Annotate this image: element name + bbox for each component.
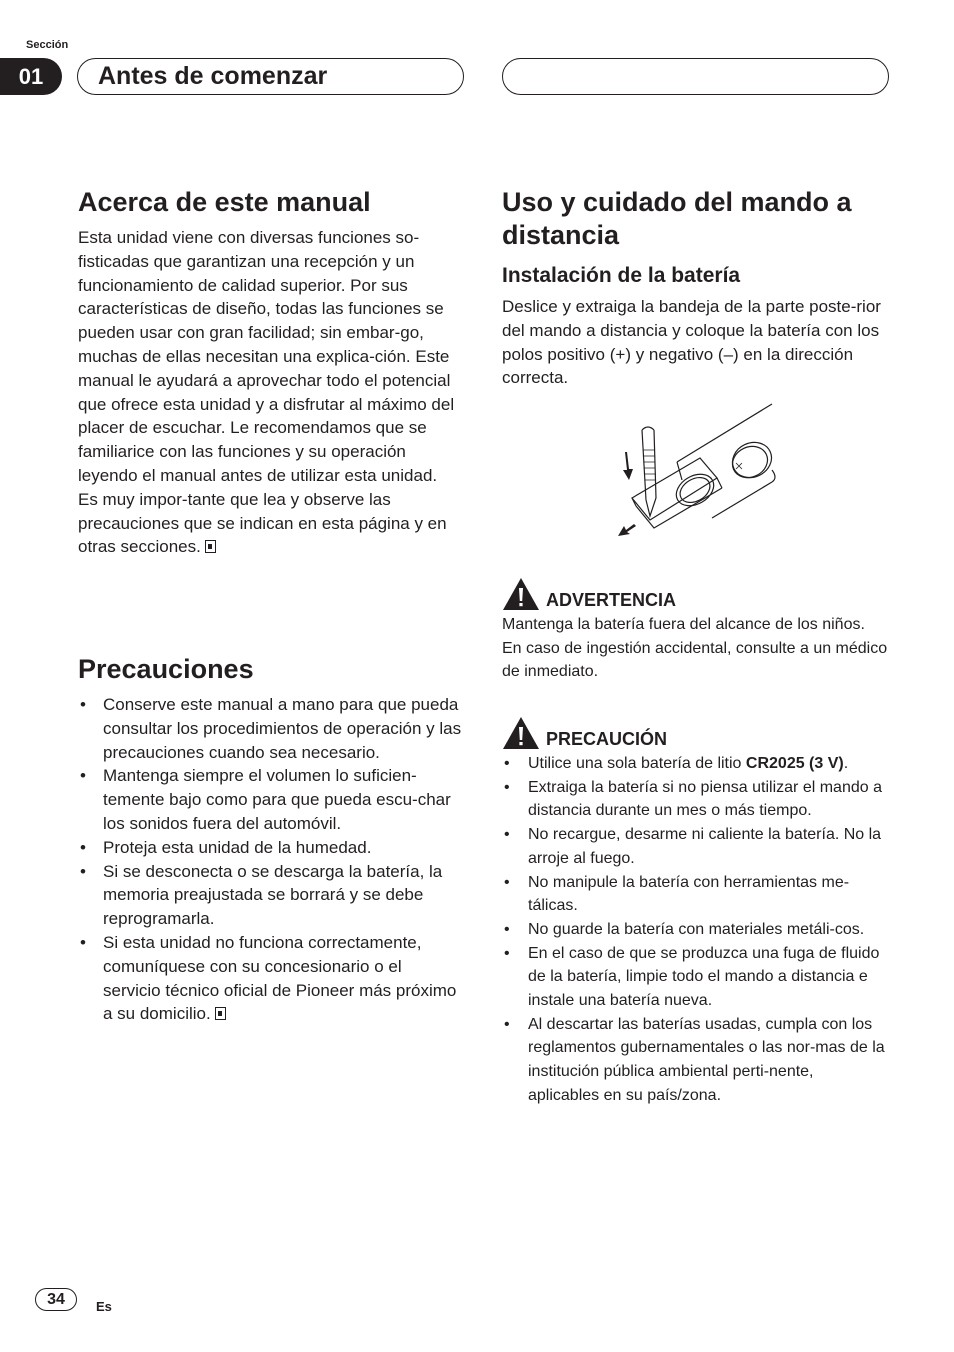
- about-section: [78, 186, 462, 559]
- section-number-badge: 01: [0, 58, 62, 95]
- list-item: [78, 931, 462, 1026]
- page-number: 34: [35, 1288, 77, 1311]
- section-title: Antes de comenzar: [98, 62, 328, 90]
- caution-title: PRECAUCIÓN: [546, 729, 668, 749]
- warning-triangle-icon: [502, 716, 540, 750]
- caution-block: [502, 716, 886, 1108]
- precautions-heading: Precauciones: [78, 654, 254, 684]
- battery-subheading: Instalación de la batería: [502, 264, 741, 287]
- precautions-section: [78, 653, 462, 1026]
- warning-header: [502, 577, 886, 611]
- battery-installation-illustration: [612, 400, 782, 542]
- list-item: • No recargue, desarme ni caliente la batería. No la arroje al fuego.: [502, 823, 888, 870]
- about-paragraph: [78, 226, 460, 559]
- language-code: Es: [96, 1299, 112, 1314]
- about-text: Esta unidad viene con diversas funciones so-fisticadas que garantizan una recepción y un funcionamiento de calidad superior. Por sus características de diseño, todas las funciones se pueden usar con gran facilidad; sin embar-go, muchas de ellas necesitan una explica-ción. Este manual le ayudará a aprovechar todo el potencial que ofrece esta unidad y a disfrutar al máximo del placer de escuchar. Le recomendamos que se familiarice con las funciones y su operación leyendo el manual antes de utilizar esta unidad. Es muy impor-tante que lea y observe las precauciones que se indican en esta página y en otras secciones.: [78, 228, 455, 557]
- list-item: • Mantenga siempre el volumen lo suficien-temente bajo como para que pueda escu-char los sonidos fuera del automóvil.: [78, 764, 462, 835]
- end-of-section-icon: [215, 1007, 226, 1020]
- end-of-section-icon: [205, 540, 216, 553]
- section-label: Sección: [26, 39, 69, 51]
- list-item-suffix: .: [843, 755, 849, 772]
- warning-triangle-icon: [502, 577, 540, 611]
- list-item: • Conserve este manual a mano para que pueda consultar los procedimientos de operación y las precauciones cuando sea necesario.: [78, 693, 462, 764]
- list-item: [502, 752, 888, 776]
- battery-spec: CR2025 (3 V): [745, 755, 844, 772]
- list-item: • Proteja esta unidad de la humedad.: [78, 836, 462, 860]
- caution-list: [502, 752, 888, 1108]
- remote-heading: Uso y cuidado del mando a distancia: [502, 187, 852, 250]
- precautions-list: [78, 693, 462, 1026]
- warning-text: Mantenga la batería fuera del alcance de los niños. En caso de ingestión accidental, consulte a un médico de inmediato.: [502, 616, 888, 681]
- remote-section: [502, 186, 886, 390]
- list-item-text: Si esta unidad no funciona correctamente, comuníquese con su concesionario o el servicio técnico oficial de Pioneer más próximo a su domicilio.: [103, 932, 457, 1024]
- list-item: • Extraiga la batería si no piensa utilizar el mando a distancia durante un mes o más tiempo.: [502, 776, 888, 823]
- list-item: • No manipule la batería con herramientas me-tálicas.: [502, 871, 888, 918]
- caution-header: [502, 716, 886, 750]
- warning-title: ADVERTENCIA: [546, 590, 677, 610]
- battery-paragraph: Deslice y extraiga la bandeja de la parte poste-rior del mando a distancia y coloque la batería con los polos positivo (+) y negativo (–) en la dirección correcta.: [502, 297, 881, 388]
- about-heading: Acerca de este manual: [78, 187, 371, 217]
- header-empty-frame: [502, 58, 889, 95]
- list-item: • No guarde la batería con materiales metáli-cos.: [502, 918, 888, 942]
- list-item: • En el caso de que se produzca una fuga de fluido de la batería, limpie todo el mando a distancia e instale una batería nueva.: [502, 942, 888, 1013]
- battery-diagram-icon: [612, 400, 782, 542]
- list-item: • Al descartar las baterías usadas, cumpla con los reglamentos gubernamentales o las nor-mas de la institución pública ambiental perti-nente, aplicables en su país/zona.: [502, 1013, 888, 1108]
- list-item-text: Utilice una sola batería de litio: [528, 755, 746, 772]
- warning-block: [502, 577, 886, 684]
- list-item: • Si se desconecta o se descarga la batería, la memoria preajustada se borrará y se debe reprogramarla.: [78, 860, 462, 931]
